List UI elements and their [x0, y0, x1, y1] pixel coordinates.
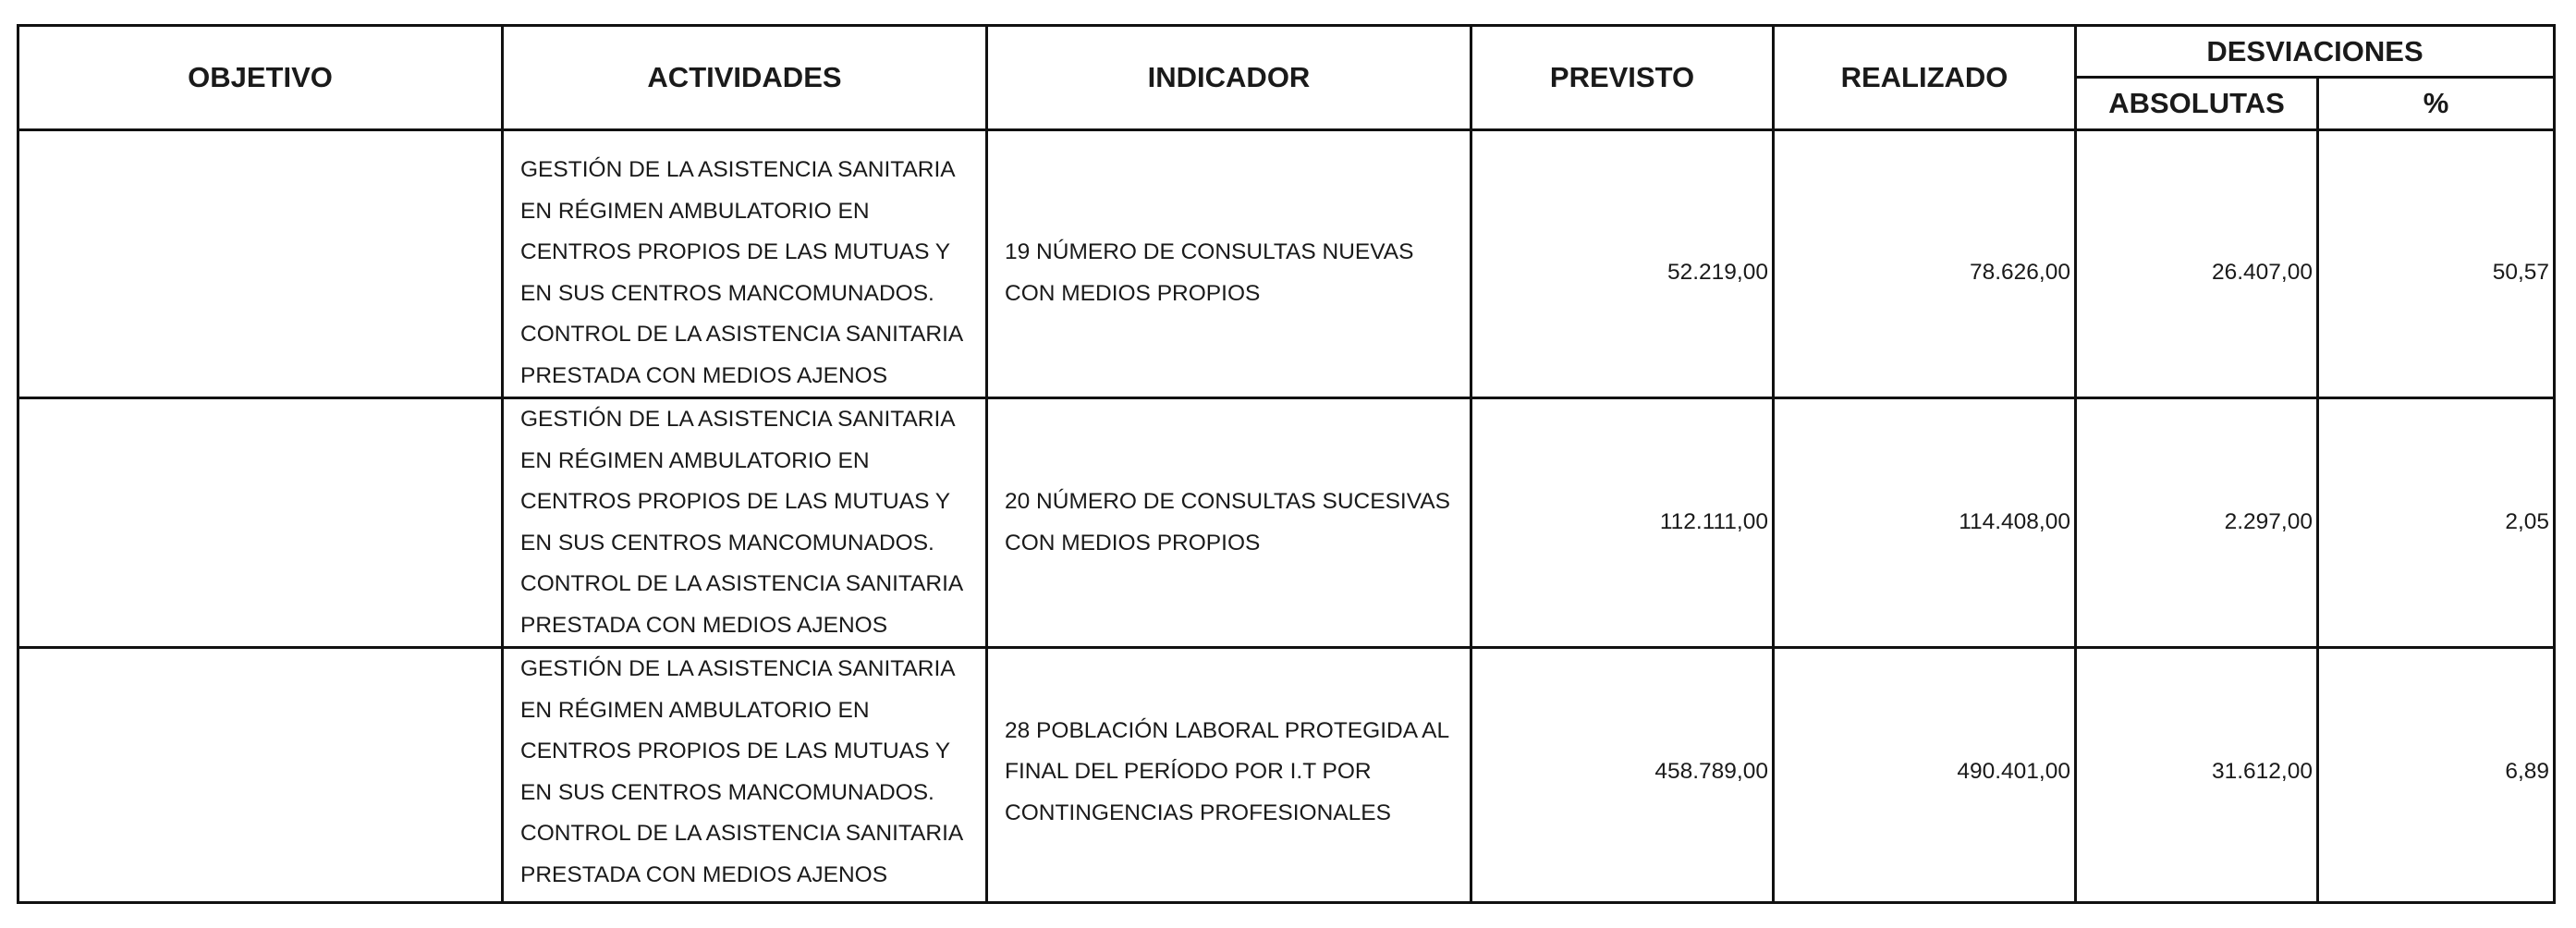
cell-absolutas: 26.407,00 [2076, 130, 2318, 398]
cell-realizado: 114.408,00 [1774, 398, 2076, 648]
cell-objetivo [18, 398, 503, 648]
cell-actividades: GESTIÓN DE LA ASISTENCIA SANITARIA EN RÉGIMEN AMBULATORIO EN CENTROS PROPIOS DE LAS MUTUAS Y EN SUS CENTROS MANCOMUNADOS. CONTROL DE LA ASISTENCIA SANITARIA PRESTADA CON MEDIOS AJENOS [503, 648, 987, 903]
cell-actividades: GESTIÓN DE LA ASISTENCIA SANITARIA EN RÉGIMEN AMBULATORIO EN CENTROS PROPIOS DE LAS MUTUAS Y EN SUS CENTROS MANCOMUNADOS. CONTROL DE LA ASISTENCIA SANITARIA PRESTADA CON MEDIOS AJENOS [503, 398, 987, 648]
cell-indicador: 20 NÚMERO DE CONSULTAS SUCESIVAS CON MEDIOS PROPIOS [987, 398, 1471, 648]
cell-previsto: 52.219,00 [1471, 130, 1774, 398]
header-previsto: PREVISTO [1471, 26, 1774, 130]
cell-porcentaje: 50,57 [2318, 130, 2555, 398]
cell-previsto: 112.111,00 [1471, 398, 1774, 648]
cell-realizado: 490.401,00 [1774, 648, 2076, 903]
cell-actividades: GESTIÓN DE LA ASISTENCIA SANITARIA EN RÉGIMEN AMBULATORIO EN CENTROS PROPIOS DE LAS MUTUAS Y EN SUS CENTROS MANCOMUNADOS. CONTROL DE LA ASISTENCIA SANITARIA PRESTADA CON MEDIOS AJENOS [503, 130, 987, 398]
table-header [18, 26, 2555, 130]
header-porcentaje: % [2318, 78, 2555, 130]
header-realizado: REALIZADO [1774, 26, 2076, 130]
header-desviaciones: DESVIACIONES [2076, 26, 2555, 78]
cell-indicador: 28 POBLACIÓN LABORAL PROTEGIDA AL FINAL DEL PERÍODO POR I.T POR CONTINGENCIAS PROFESIONALES [987, 648, 1471, 903]
header-actividades: ACTIVIDADES [503, 26, 987, 130]
table-row [18, 648, 2555, 903]
cell-objetivo [18, 130, 503, 398]
cell-absolutas: 2.297,00 [2076, 398, 2318, 648]
cell-porcentaje: 2,05 [2318, 398, 2555, 648]
header-indicador: INDICADOR [987, 26, 1471, 130]
table-row [18, 398, 2555, 648]
cell-realizado: 78.626,00 [1774, 130, 2076, 398]
table-row [18, 130, 2555, 398]
header-objetivo: OBJETIVO [18, 26, 503, 130]
table-body [18, 130, 2555, 903]
cell-objetivo [18, 648, 503, 903]
header-absolutas: ABSOLUTAS [2076, 78, 2318, 130]
cell-porcentaje: 6,89 [2318, 648, 2555, 903]
indicators-table [17, 24, 2556, 904]
cell-absolutas: 31.612,00 [2076, 648, 2318, 903]
cell-indicador: 19 NÚMERO DE CONSULTAS NUEVAS CON MEDIOS PROPIOS [987, 130, 1471, 398]
cell-previsto: 458.789,00 [1471, 648, 1774, 903]
